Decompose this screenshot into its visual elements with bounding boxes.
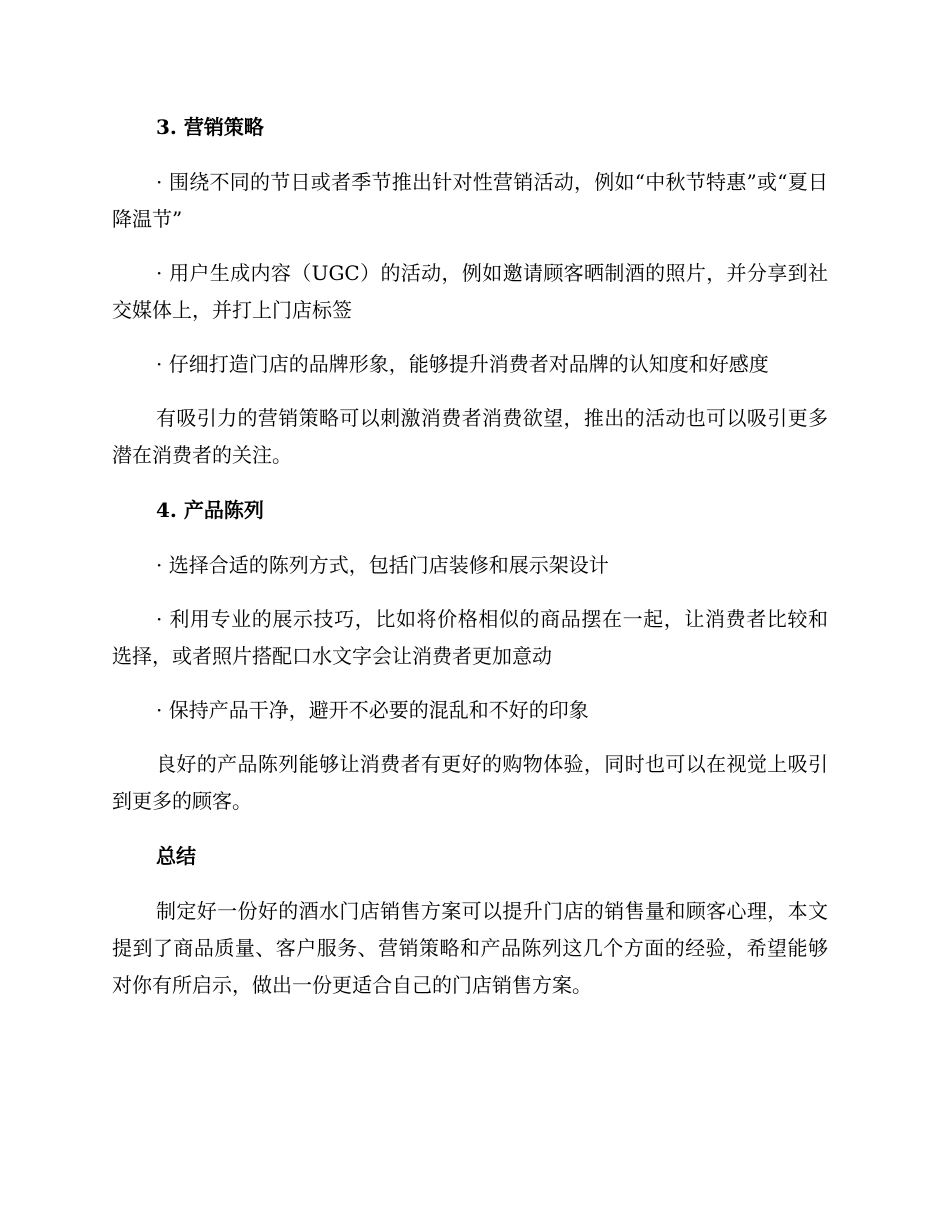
bullet-paragraph: · 围绕不同的节日或者季节推出针对性营销活动，例如“中秋节特惠”或“夏日降温节”: [112, 170, 828, 231]
bullet-paragraph: · 用户生成内容（UGC）的活动，例如邀请顾客晒制酒的照片，并分享到社交媒体上，并打上门店标签: [112, 261, 828, 322]
section-heading: 3. 营销策略: [156, 115, 264, 139]
body-paragraph: 制定好一份好的酒水门店销售方案可以提升门店的销售量和顾客心理，本文提到了商品质量、客户服务、营销策略和产品陈列这几个方面的经验，希望能够对你有所启示，做出一份更适合自己的门店销售方案。: [112, 899, 828, 997]
bullet-paragraph: · 保持产品干净，避开不必要的混乱和不好的印象: [156, 698, 589, 722]
section-summary: [112, 837, 828, 1004]
bullet-paragraph: · 利用专业的展示技巧，比如将价格相似的商品摆在一起，让消费者比较和选择，或者照片搭配口水文字会让消费者更加意动: [112, 607, 828, 668]
section-product-display: [112, 491, 828, 820]
body-paragraph: 良好的产品陈列能够让消费者有更好的购物体验，同时也可以在视觉上吸引到更多的顾客。: [112, 752, 828, 813]
body-paragraph: 有吸引力的营销策略可以刺激消费者消费欲望，推出的活动也可以吸引更多潜在消费者的关注。: [112, 406, 828, 467]
bullet-paragraph: · 选择合适的陈列方式，包括门店装修和展示架设计: [156, 553, 609, 577]
section-heading: 4. 产品陈列: [156, 498, 264, 522]
section-heading: 总结: [156, 844, 196, 868]
bullet-paragraph: · 仔细打造门店的品牌形象，能够提升消费者对品牌的认知度和好感度: [156, 352, 769, 376]
document-body: [112, 108, 828, 1021]
section-marketing-strategy: [112, 108, 828, 474]
